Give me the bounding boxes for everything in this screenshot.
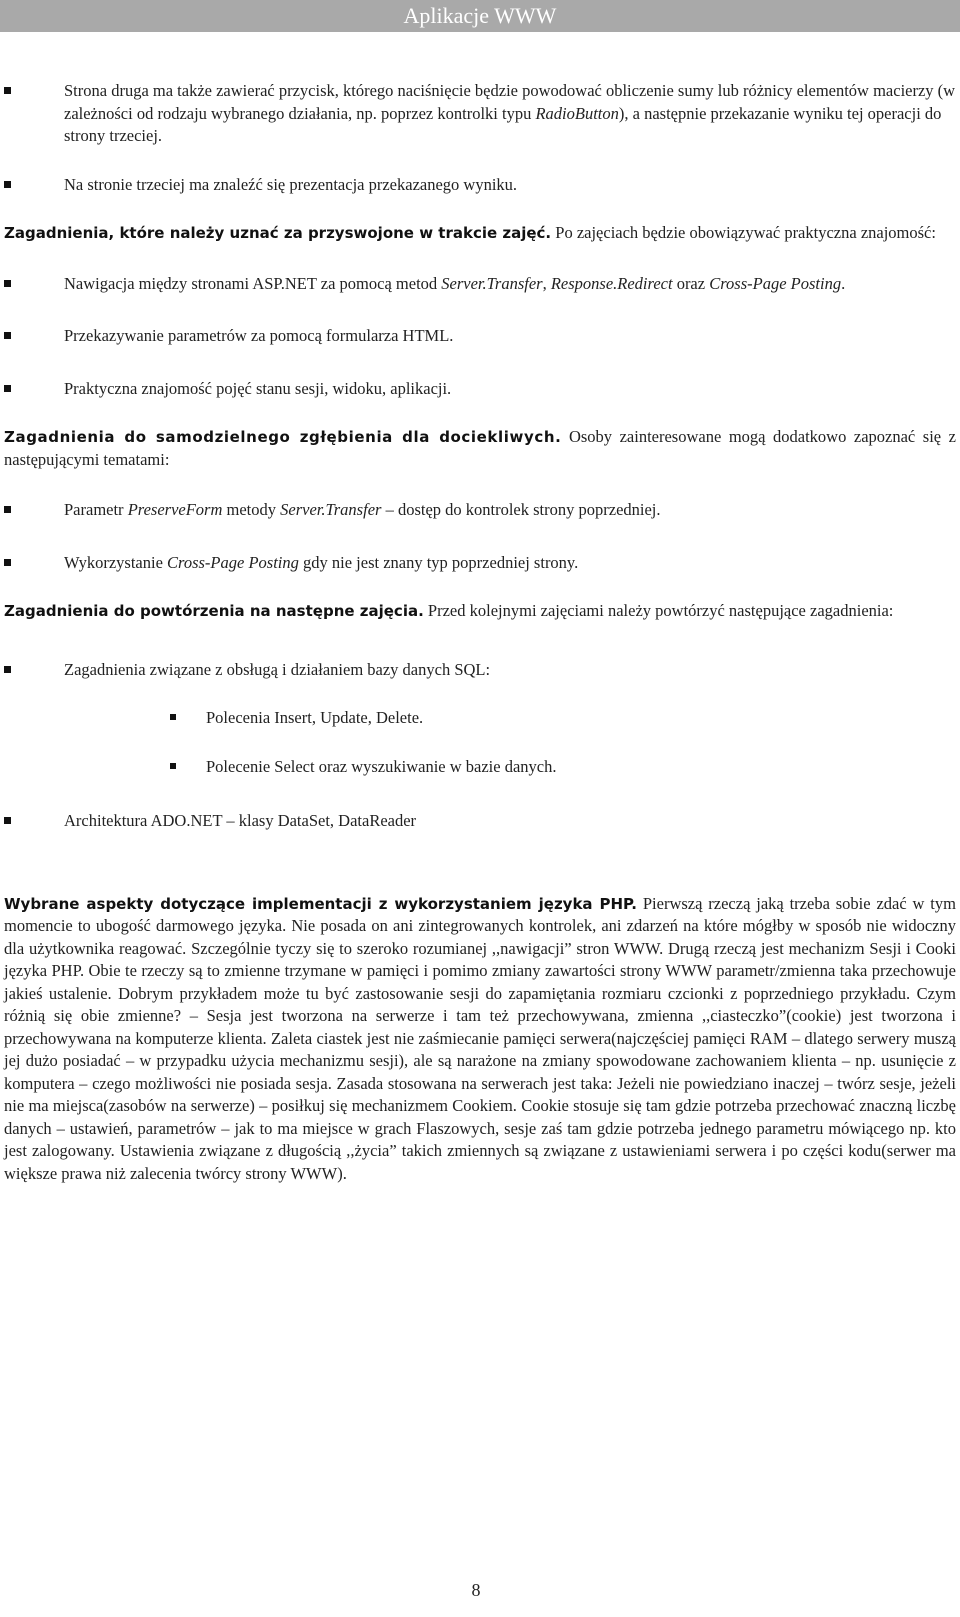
section-text: Przed kolejnymi zajęciami należy powtórzyć następujące zagadnienia: <box>423 601 894 620</box>
bullet-item <box>4 273 956 296</box>
section-paragraph <box>4 222 956 245</box>
section-heading: Zagadnienia, które należy uznać za przyswojone w trakcie zajęć. <box>4 224 552 242</box>
square-bullet-icon <box>4 181 11 188</box>
bullet-text: Przekazywanie parametrów za pomocą formularza HTML. <box>64 326 454 345</box>
bullet-item <box>4 810 956 833</box>
bullet-item <box>4 325 956 348</box>
square-bullet-icon <box>4 280 11 287</box>
section-paragraph <box>4 600 956 623</box>
square-bullet-icon <box>170 763 176 769</box>
bullet-item <box>4 499 956 522</box>
sub-bullet-text: Polecenie Select oraz wyszukiwanie w bazie danych. <box>206 756 557 776</box>
document-body <box>4 76 956 1185</box>
square-bullet-icon <box>4 332 11 339</box>
bullet-text: Praktyczna znajomość pojęć stanu sesji, widoku, aplikacji. <box>64 378 452 398</box>
section-heading: Wybrane aspekty dotyczące implementacji z wykorzystaniem języka PHP. <box>4 894 637 913</box>
bullet-text: Wykorzystanie Cross-Page Posting gdy nie jest znany typ poprzedniej strony. <box>64 552 579 572</box>
sub-bullet-text: Polecenia Insert, Update, Delete. <box>206 708 424 727</box>
section-heading: Zagadnienia do samodzielnego zgłębienia dla dociekliwych. <box>4 428 562 446</box>
square-bullet-icon <box>4 385 11 392</box>
section-paragraph <box>4 426 956 471</box>
page-header <box>0 0 960 32</box>
bullet-text: Strona druga ma także zawierać przycisk, którego naciśnięcie będzie powodować obliczenie sumy lub różnicy elementów macierzy (w zależności od rodzaju wybranego działania, np. poprzez kontrolki typu RadioButton), a następnie przekazanie wyniku tej operacji do strony trzeciej. <box>64 81 956 145</box>
page-number: 8 <box>471 1580 481 1600</box>
sub-bullet-item <box>4 707 956 730</box>
section-paragraph <box>4 893 956 1186</box>
square-bullet-icon <box>4 506 11 513</box>
square-bullet-icon <box>4 559 11 566</box>
section-text: Pierwszą rzeczą jaką trzeba sobie zdać w tym momencie to ubogość darmowego języka. Nie posada on ani zintegrowanych kontrolek, ani zdarzeń na które mógłby w sposób nie widoczny dla użytkownika reagować. Szczególnie tyczy się to szeroko rozumianej ,,nawigacji” stron WWW. Drugą rzeczą jest mechanizm Sesji i Cooki języka PHP. Obie te rzeczy są to zmienne trzymane w pamięci i pomimo zmiany zawartości strony WWW parametr/zmienna taka przechowuje jakieś ustalenie. Dobrym przykładem może tu być zastosowanie sesji do zapamiętania rozmiaru czcionki z poprzedniego przykładu. Czym różnią się obie zmienne? – Sesja jest tworzona na serwerze i tam też przechowywana, zmienna ,,ciasteczko”(cookie) jest tworzona i przechowywana na komputerze klienta. Zaleta ciastek jest nie zaśmiecanie pamięci serwera(najczęściej pamięci RAM – dlatego serwery muszą jej dużo posiadać – w przypadku użycia mechanizmu sesji), ale są narażone na zmiany spowodowane zachowaniem klienta – np. usunięcie z komputera – czego możliwości nie posiada sesja. Zasada stosowana na serwerach jest taka: Jeżeli nie powiedziano inaczej – twórz sesje, jeżeli nie ma miejsca(zasobów na serwerze) – posiłkuj się mechanizmem Cookiem. Cookie stosuje się tam gdzie potrzeba przechować znaczną liczbę danych – ustawień, parametrów – jak to ma miejsce w grach Flaszowych, sesje zaś tam gdzie potrzeba jednego parametru mówiącego np. kto jest zalogowany. Ustawienia związane z długością ,,życia” takich zmiennych są związane z ustawieniami serwera i po części kodu(serwer ma większe prawa niż zalecenia twórcy strony WWW). <box>4 893 956 1183</box>
square-bullet-icon <box>4 817 11 824</box>
square-bullet-icon <box>170 714 176 720</box>
bullet-text: Nawigacja między stronami ASP.NET za pomocą metod Server.Transfer, Response.Redirect oraz Cross-Page Posting. <box>64 273 846 293</box>
section-text: Osoby zainteresowane mogą dodatkowo zapoznać się z następującymi tematami: <box>4 427 956 469</box>
section-heading: Zagadnienia do powtórzenia na następne zajęcia. <box>4 602 424 620</box>
sub-bullet-item <box>4 756 956 779</box>
bullet-item <box>4 659 956 682</box>
square-bullet-icon <box>4 87 11 94</box>
bullet-text: Parametr PreserveForm metody Server.Transfer – dostęp do kontrolek strony poprzedniej. <box>64 500 661 519</box>
bullet-item <box>4 552 956 575</box>
bullet-item <box>4 80 956 148</box>
bullet-text: Zagadnienia związane z obsługą i działaniem bazy danych SQL: <box>64 659 491 679</box>
bullet-text: Na stronie trzeciej ma znaleźć się prezentacja przekazanego wyniku. <box>64 174 518 194</box>
square-bullet-icon <box>4 666 11 673</box>
bullet-text: Architektura ADO.NET – klasy DataSet, DataReader <box>64 811 417 830</box>
section-text: Po zajęciach będzie obowiązywać praktyczna znajomość: <box>551 223 936 242</box>
header-title: Aplikacje WWW <box>403 3 557 28</box>
bullet-item <box>4 174 956 197</box>
bullet-item <box>4 378 956 401</box>
